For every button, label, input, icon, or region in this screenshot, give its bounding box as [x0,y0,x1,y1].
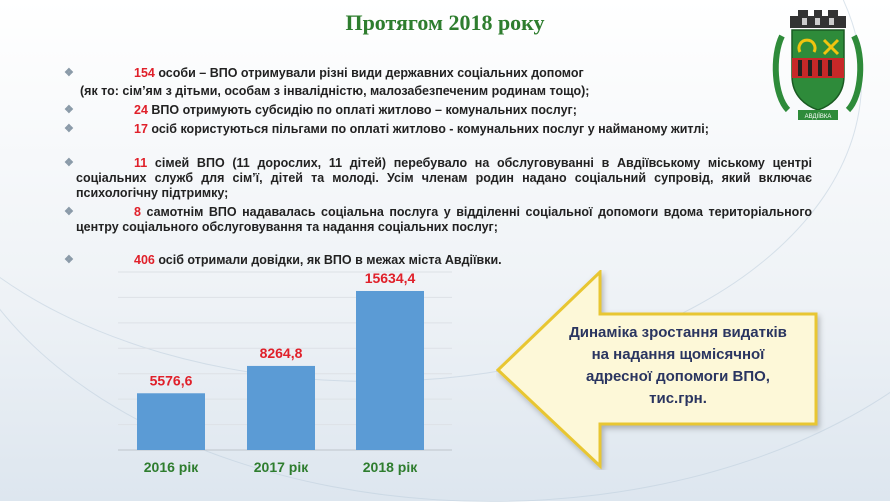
bar [356,291,424,450]
bullet-number: 24 [134,103,148,117]
bullet-text: осіб користуються пільгами по оплаті житлово - комунальних послуг у найманому житлі; [147,122,709,136]
bullet-number: 154 [134,66,155,80]
bullet-continuation: (як то: сім’ям з дітьми, особам з інвалідністю, малозабезпеченим родинам тощо); [80,84,590,98]
bullet-number: 406 [134,253,155,267]
diamond-bullet-icon: ❖ [64,254,74,266]
bullet-number: 17 [134,122,148,136]
bar-value-label: 5576,6 [149,372,193,389]
bullet-text: осіб отримали довідки, як ВПО в межах міста Авдіївки. [154,253,502,267]
diamond-bullet-icon: ❖ [64,123,74,135]
bar [137,393,205,450]
bullet-text: сімей ВПО (11 дорослих, 11 дітей) перебувало на обслуговуванні в Авдіївському міському центрі соціальних служб для сім’ї, дітей та молоді. Усім членам родин надано соціальний супровід, який включає психологічну підтримку; [76,156,812,200]
bullet-number: 11 [134,156,148,170]
bar-value-label: 8264,8 [259,344,303,361]
diamond-bullet-icon: ❖ [64,157,74,169]
bar [247,366,315,450]
diamond-bullet-icon: ❖ [64,67,74,79]
arrow-callout-text: Динаміка зростання видатків на надання щомісячної адресної допомоги ВПО, тис.грн. [569,324,787,407]
slide-title: Протягом 2018 року [345,10,545,35]
category-label: 2016 рік [143,459,199,475]
bar-chart [0,270,460,501]
category-label: 2018 рік [362,459,418,475]
diamond-bullet-icon: ❖ [64,104,74,116]
bar-value-label: 15634,4 [364,270,416,286]
bullet-number: 8 [134,205,141,219]
bullet-text: ВПО отримують субсидію по оплаті житлово – комунальних послуг; [147,103,577,117]
crest-label: АВДІЇВКА [804,114,832,120]
category-label: 2017 рік [253,459,309,475]
bullet-text: самотнім ВПО надавалась соціальна послуга у відділенні соціальної допомоги вдома територіального центру соціального обслуговування та надання соціальних послуг; [76,205,812,234]
bullet-text: особи – ВПО отримували різні види державних соціальних допомог [154,66,584,80]
diamond-bullet-icon: ❖ [64,206,74,218]
